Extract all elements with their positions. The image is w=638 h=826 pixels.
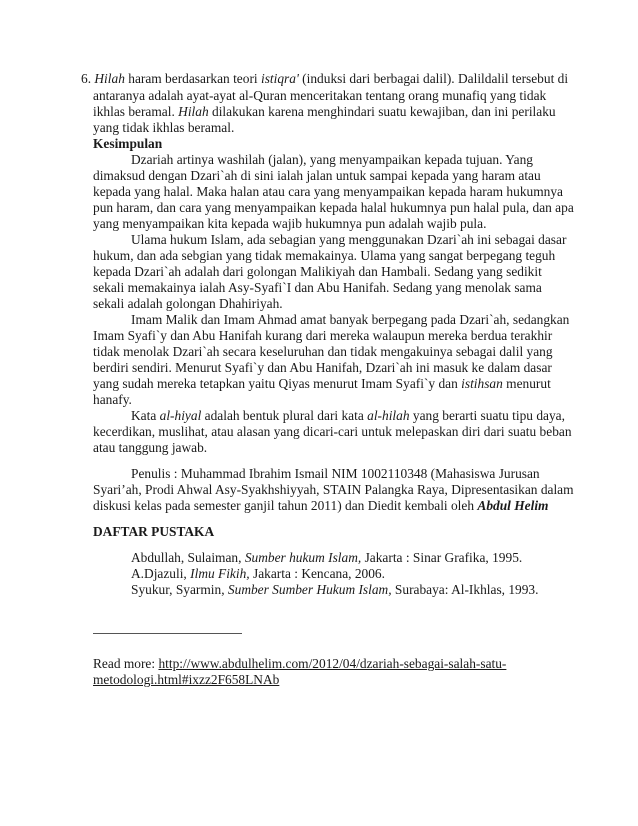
kesimpulan-heading: Kesimpulan [93,136,163,151]
p3-line: tidak menolak Dzari`ah secara keseluruhan dan tidak mengakuinya sebagai dalil yang [93,344,553,359]
item6-line3 [93,104,556,120]
p1-line: kepada yang halal. Maka halan atau cara yang menyampaikan kepada haram hukumnya [93,184,563,199]
item6-line4: yang tidak ikhlas beramal. [93,120,235,135]
text-span: yang sudah mereka tetapkan yaitu Qiyas menurut Imam Syafi`y dan [93,376,462,391]
term-hilah: Hilah [178,104,209,119]
p4-line [131,408,565,424]
read-more-line [93,656,506,672]
p3-line: berdiri sendiri. Menurut Syafi`y dan Abu Hanifah, Dzari`ah ini masuk ke dalam dasar [93,360,552,375]
daftar-pustaka-heading: DAFTAR PUSTAKA [93,524,215,539]
term-istihsan: istihsan [461,376,503,391]
p2-line: sekali memakainya ialah Asy-Syafi`I dan Abu Hanifah. Sedang yang menolak sama [93,280,542,295]
p3-line: Imam Syafi`y dan Abu Hanifah kurang dari mereka walaupun mereka berdua terakhir [93,328,553,343]
read-more-link[interactable]: http://www.abdulhelim.com/2012/04/dzariah-sebagai-salah-satu- [158,656,507,671]
p3-line: hanafy. [93,392,132,407]
text-span: (induksi dari berbagai dalil). Dalildalil tersebut di [298,71,569,86]
reference-author: Abdullah, Sulaiman, [131,550,245,565]
item6-line2: antaranya adalah ayat-ayat al-Quran menceritakan tentang orang munafiq yang tidak [93,88,547,103]
reference-title: Sumber Sumber Hukum Islam, [227,582,392,597]
p3-line: Imam Malik dan Imam Ahmad amat banyak berpegang pada Dzari`ah, sedangkan [131,312,570,327]
p2-line: sekali adalah golongan Dhahiriyah. [93,296,283,311]
p1-line: pun haram, dan cara yang menyampaikan kepada halal hukumnya pun halal pula, dan apa [93,200,574,215]
text-span: haram berdasarkan teori [124,71,261,86]
term-istiqra: istiqra' [260,71,299,86]
p1-line: dimaksud dengan Dzari`ah di sini ialah jalan untuk sampai kepada yang haram atau [93,168,541,183]
read-more-line [93,672,279,688]
reference-title: Sumber hukum Islam, [244,550,362,565]
text-span: ikhlas beramal. [93,104,179,119]
p2-line: Ulama hukum Islam, ada sebagian yang menggunakan Dzari`ah ini sebagai dasar [131,232,567,247]
penulis-line [93,498,548,514]
term-al-hiyal: al-hiyal [159,408,202,423]
reference-publisher: Jakarta : Kencana, 2006. [249,566,385,581]
p4-line: kecerdikan, muslihat, atau alasan yang dicari-cari untuk melepaskan diri dari suatu beban [93,424,572,439]
text-span: dilakukan karena menghindari suatu kewajiban, dan ini perilaku [208,104,556,119]
text-span: adalah bentuk plural dari kata [201,408,368,423]
p1-line: yang menyampaikan kita kepada wajib hukumnya pun adalah wajib pula. [93,216,487,231]
text-span: Kata [131,408,160,423]
text-span: yang berarti suatu tipu daya, [409,408,565,423]
reference-item [131,550,522,566]
reference-title: Ilmu Fikih, [190,566,250,581]
footnote-divider [93,633,242,634]
item-number: 6. [81,71,95,86]
p2-line: kepada Dzari`ah adalah dari golongan Malikiyah dan Hambali. Sedang yang sedikit [93,264,542,279]
reference-publisher: Jakarta : Sinar Grafika, 1995. [361,550,523,565]
read-more-link-continued[interactable]: metodologi.html#ixzz2F658LNAb [93,672,280,687]
p1-line: Dzariah artinya washilah (jalan), yang menyampaikan kepada tujuan. Yang [131,152,533,167]
text-span: diskusi kelas pada semester ganjil tahun 2011) dan Diedit kembali oleh [93,498,478,513]
reference-author: Syukur, Syarmin, [131,582,228,597]
reference-publisher: Surabaya: Al-Ikhlas, 1993. [391,582,539,597]
item6-line1 [81,71,568,87]
p2-line: hukum, dan ada sebgian yang tidak memakainya. Ulama yang sangat berpegang teguh [93,248,556,263]
p4-line: atau tanggung jawab. [93,440,208,455]
penulis-line: Syari’ah, Prodi Ahwal Asy-Syakhshiyyah, STAIN Palangka Raya, Dipresentasikan dalam [93,482,574,497]
penulis-line: Penulis : Muhammad Ibrahim Ismail NIM 1002110348 (Mahasiswa Jurusan [131,466,540,481]
term-al-hilah: al-hilah [367,408,410,423]
author-name: Abdul Helim [477,498,549,513]
p3-line [93,376,551,392]
text-span: menurut [502,376,551,391]
reference-item [131,566,385,582]
term-hilah: Hilah [94,71,125,86]
reference-author: A.Djazuli, [131,566,191,581]
read-more-label: Read more: [93,656,159,671]
reference-item [131,582,538,598]
